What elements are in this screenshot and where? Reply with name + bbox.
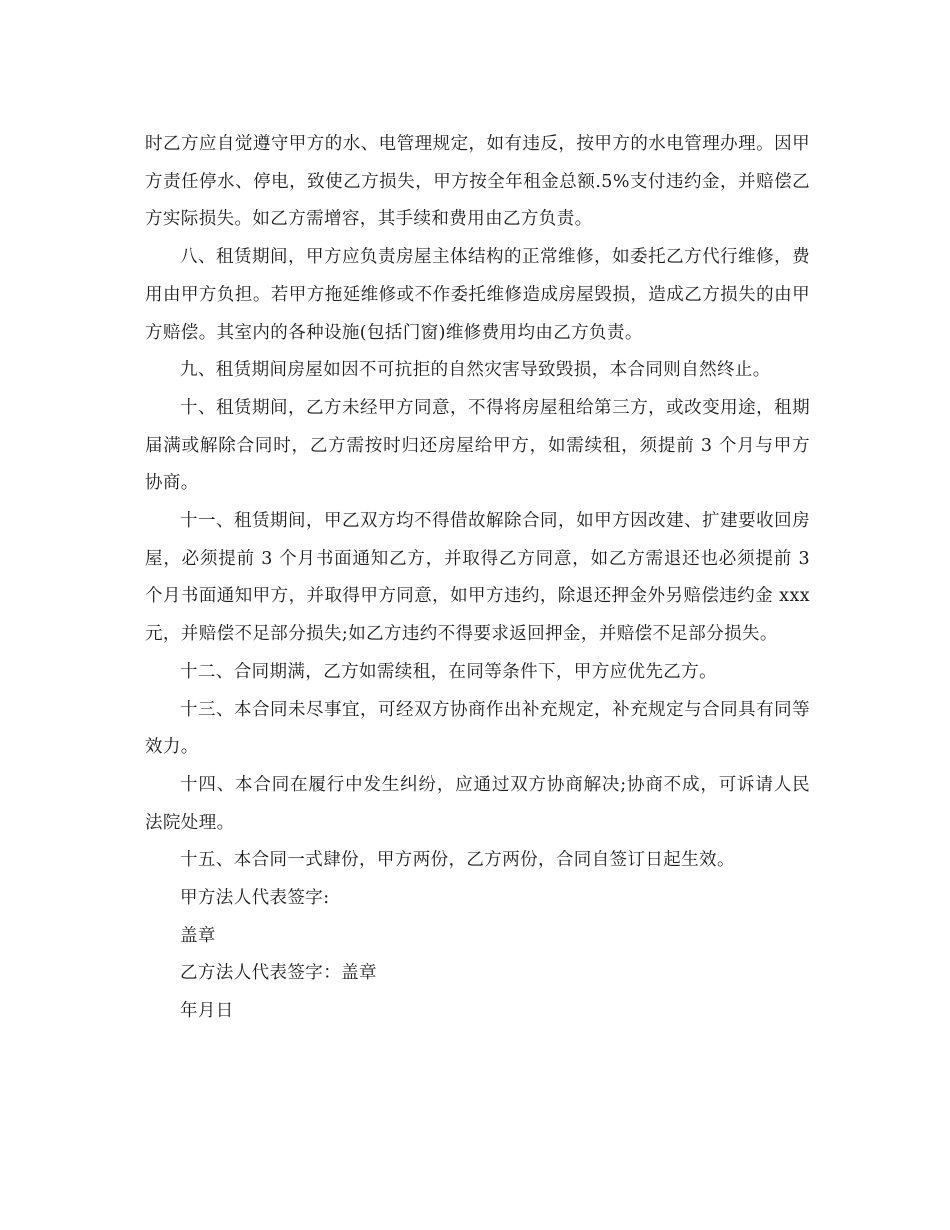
signature-seal-a: 盖章 xyxy=(180,925,216,946)
signature-party-a: 甲方法人代表签字: xyxy=(180,888,330,909)
paragraph-clause-8: 八、租赁期间，甲方应负责房屋主体结构的正常维修，如委托乙方代行维修，费用由甲方负担。若甲方拖延维修或不作委托维修造成房屋毁损，造成乙方损失的由甲方赔偿。其室内的各种设施(包括门窗)维修费用均由乙方负责。 xyxy=(145,247,810,343)
paragraph-clause-15: 十五、本合同一式肆份，甲方两份，乙方两份，合同自签订日起生效。 xyxy=(180,850,735,871)
signature-date: 年月日 xyxy=(180,1001,234,1022)
paragraph-utilities: 时乙方应自觉遵守甲方的水、电管理规定，如有违反，按甲方的水电管理办理。因甲方责任停水、停电，致使乙方损失，甲方按全年租金总额.5%支付违约金，并赔偿乙方实际损失。如乙方需增容，其手续和费用由乙方负责。 xyxy=(145,134,810,230)
document-body xyxy=(145,126,810,1031)
paragraph-clause-11: 十一、租赁期间，甲乙双方均不得借故解除合同，如甲方因改建、扩建要收回房屋，必须提前 3 个月书面通知乙方，并取得乙方同意，如乙方需退还也必须提前 3 个月书面通知甲方，并取得甲方同意，如甲方违约，除退还押金外另赔偿违约金 xxx 元，并赔偿不足部分损失;如乙方违约不得要求返回押金，并赔偿不足部分损失。 xyxy=(145,511,810,645)
paragraph-clause-14: 十四、本合同在履行中发生纠纷，应通过双方协商解决;协商不成，可诉请人民法院处理。 xyxy=(145,774,810,833)
paragraph-clause-9: 九、租赁期间房屋如因不可抗拒的自然灾害导致毁损，本合同则自然终止。 xyxy=(180,360,771,381)
paragraph-clause-13: 十三、本合同未尽事宜，可经双方协商作出补充规定，补充规定与合同具有同等效力。 xyxy=(145,699,810,758)
signature-party-b: 乙方法人代表签字：盖章 xyxy=(180,963,377,984)
paragraph-clause-12: 十二、合同期满，乙方如需续租，在同等条件下，甲方应优先乙方。 xyxy=(180,661,717,682)
paragraph-clause-10: 十、租赁期间，乙方未经甲方同意，不得将房屋租给第三方，或改变用途，租期届满或解除合同时，乙方需按时归还房屋给甲方，如需续租，须提前 3 个月与甲方协商。 xyxy=(145,397,810,494)
